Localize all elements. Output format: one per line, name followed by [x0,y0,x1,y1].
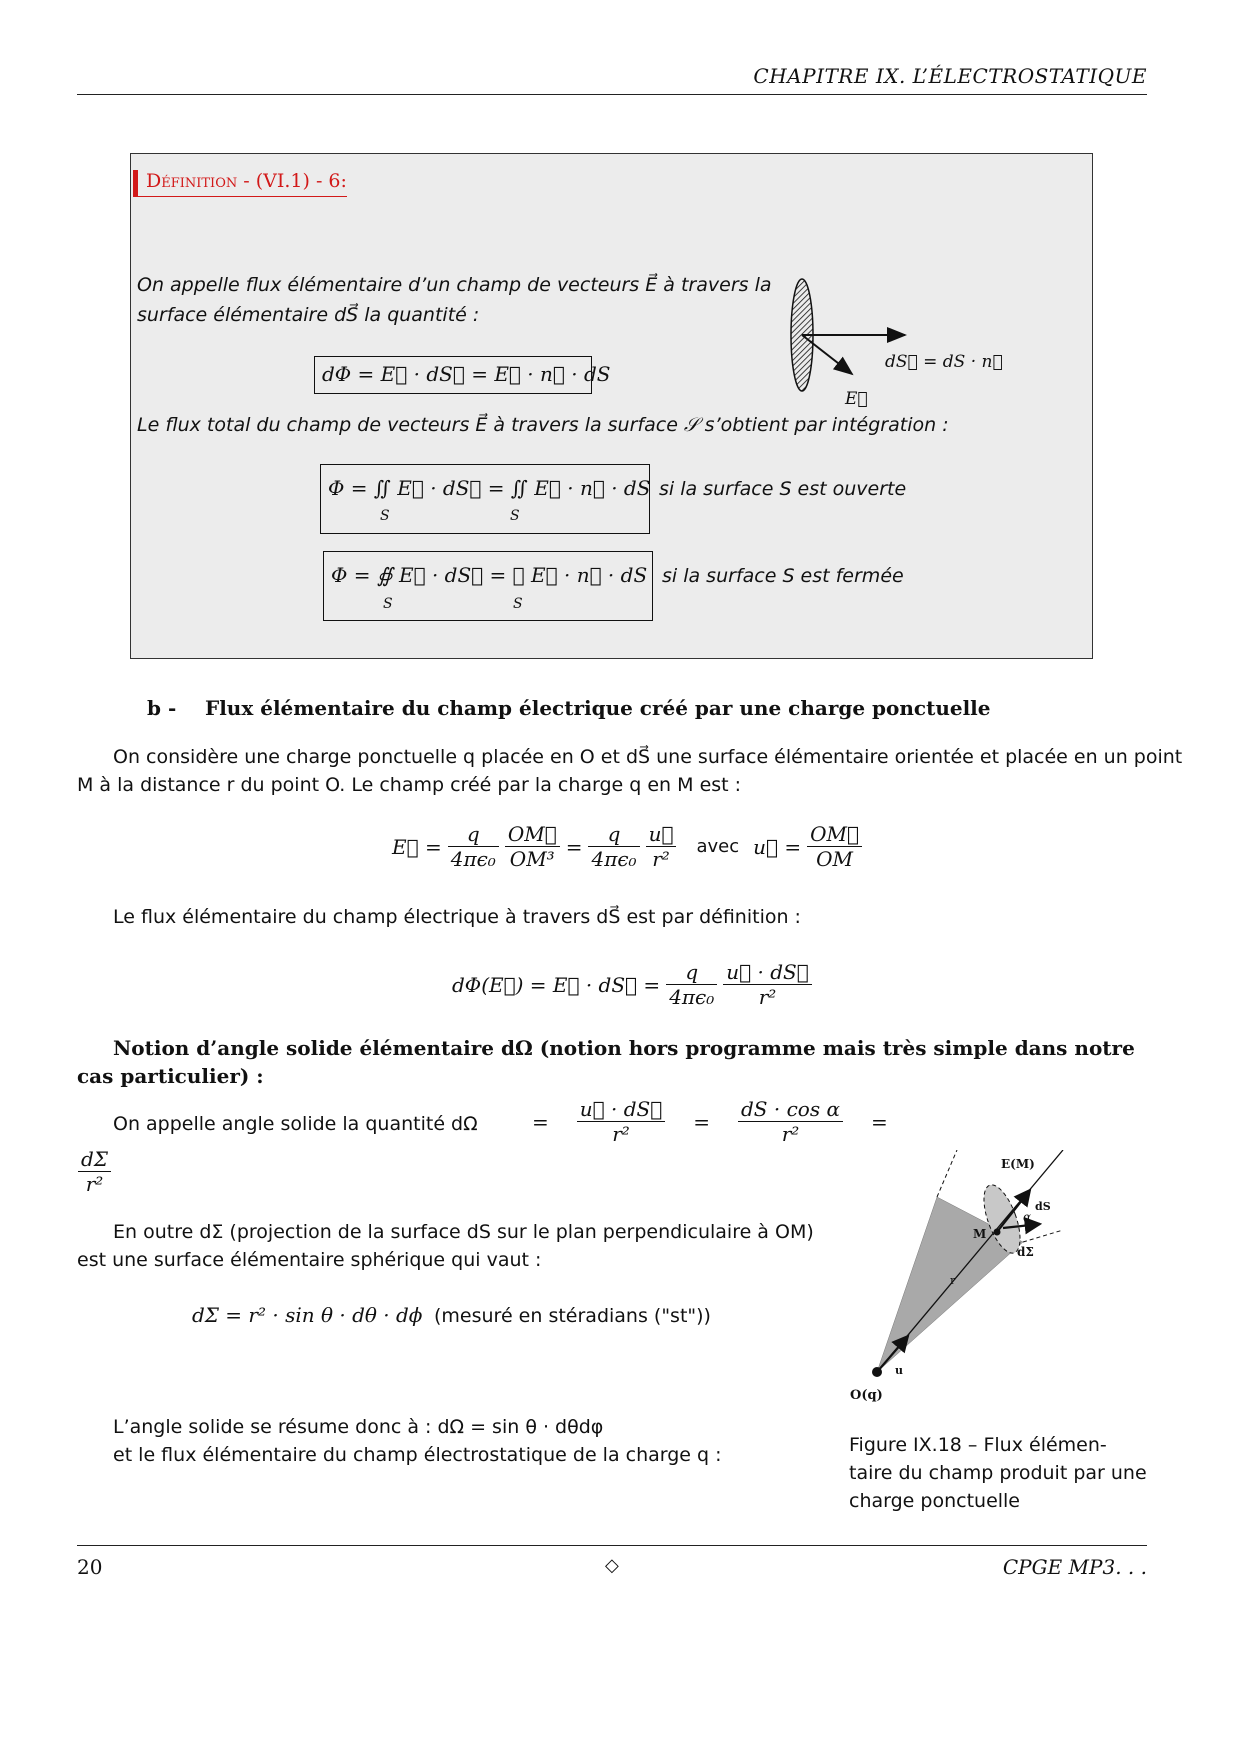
figure-caption-line-3: charge ponctuelle [849,1490,1020,1512]
condition-open: si la surface S est ouverte [659,478,907,500]
dsigma-equation: dΣ = r² · sin θ · dθ · dϕ [192,1303,423,1327]
dsigma-fraction [78,1147,111,1196]
point-m [994,1229,1001,1236]
solid-angle-cone-figure [845,1150,1085,1420]
figure-caption-line-2: taire du champ produit par une [849,1462,1147,1484]
label-r: r [950,1274,956,1287]
solid-angle-equation [532,1097,888,1146]
paragraph-4-line-1: L’angle solide se résume donc à : dΩ = sin θ · dθdφ [113,1416,604,1438]
u-lhs: u⃗ = [753,834,802,859]
footer-right: CPGE MP3. . . [1002,1555,1147,1579]
paragraph-1-line-2: M à la distance r du point O. Le champ créé par la charge q en M est : [77,774,742,796]
notion-line-1: Notion d’angle solide élémentaire dΩ (notion hors programme mais très simple dans notre [113,1036,1135,1060]
equals: = [565,834,583,859]
equation-flux [452,960,812,1009]
e-lhs: E⃗ = [392,834,442,859]
ds-label: dS⃗ = dS · n⃗ [885,352,1003,372]
label-ds: dS [1035,1200,1051,1213]
cone-edge [1023,1230,1063,1242]
fraction: $\frac{u⃗}{\text{r²}}$ [646,822,677,871]
e-label: E⃗ [845,389,868,409]
equals: = [693,1109,710,1134]
definition-line-2: surface élémentaire dS⃗ la quantité : [137,304,480,326]
solid-angle-text: On appelle angle solide la quantité dΩ [113,1113,478,1135]
fraction: $\frac{q}{\text{4πϵ₀}}$ [448,822,499,871]
paragraph-4-line-2: et le flux élémentaire du champ électrostatique de la charge q : [113,1444,722,1466]
surface-element-figure [775,270,1005,415]
fraction: $\frac{u⃗ \cdot dS⃗}{\text{r²}}$ [723,960,811,1009]
page-number: 20 [77,1555,103,1579]
label-u: u [895,1364,903,1377]
footer-rule [77,1545,1147,1546]
label-m: M [973,1227,987,1241]
equals: = [532,1109,549,1134]
diamond-icon: ◇ [605,1555,619,1576]
fraction: $\frac{u⃗ \cdot dS⃗}{\text{r²}}$ [577,1097,665,1146]
equation-dphi: dΦ = E⃗ · dS⃗ = E⃗ · n⃗ · dS [322,362,611,386]
steradian-note: (mesuré en stéradians ("st")) [434,1305,711,1327]
fraction: $\frac{d\Sigma}{\text{r²}}$ [78,1147,111,1196]
equation-open-surface: Φ = ∬ E⃗ · dS⃗ = ∬ E⃗ · n⃗ · dS [328,476,651,500]
paragraph-2: Le flux élémentaire du champ électrique à travers dS⃗ est par définition : [113,906,801,928]
notion-line-2: cas particulier) : [77,1064,264,1088]
label-alpha: α [1023,1210,1032,1224]
fraction: $\frac{q}{\text{4πϵ₀}}$ [588,822,639,871]
equation-closed-surface: Φ = ∯ E⃗ · dS⃗ = ∯ E⃗ · n⃗ · dS [331,563,648,587]
subscript-s: S [383,596,393,612]
paragraph-1-line-1: On considère une charge ponctuelle q placée en O et dS⃗ une surface élémentaire orientée et placée en un point [113,746,1183,768]
fraction: $\frac{OM⃗}{OM}$ [807,822,862,871]
definition-title: Définition - (VI.1) - 6: [133,170,347,197]
condition-closed: si la surface S est fermée [662,565,904,587]
label-e-m: E(M) [1001,1157,1035,1171]
definition-line-1: On appelle flux élémentaire d’un champ de vecteurs E⃗ à travers la [137,274,772,296]
subscript-s: S [380,508,390,524]
equation-e-field [392,822,862,871]
fraction: $\frac{OM⃗}{\text{OM³}}$ [505,822,560,871]
subscript-s: S [513,596,523,612]
paragraph-3-line-2: est une surface élémentaire sphérique qui vaut : [77,1249,542,1271]
label-o-q: O(q) [850,1388,883,1403]
label-dsigma: dΣ [1017,1245,1034,1259]
equals: = [870,1109,888,1134]
cone-edge [937,1150,957,1197]
section-label: b - [147,696,177,720]
fraction: $\frac{q}{\text{4πϵ₀}}$ [666,960,717,1009]
subscript-s: S [510,508,520,524]
fraction: $\frac{\text{dS · cos α}}{\text{r²}}$ [738,1097,843,1146]
point-o [872,1367,882,1377]
flux-lhs: dΦ(E⃗) = E⃗ · dS⃗ = [452,972,661,997]
figure-caption-line-1: Figure IX.18 – Flux élémen- [849,1434,1107,1456]
paragraph-3-line-1: En outre dΣ (projection de la surface dS sur le plan perpendiculaire à OM) [113,1221,814,1243]
header-rule [77,94,1147,95]
definition-line-3: Le flux total du champ de vecteurs E⃗ à travers la surface 𝒮 s’obtient par intégration : [137,414,949,436]
avec-word: avec [696,836,740,857]
chapter-header: CHAPITRE IX. L’ÉLECTROSTATIQUE [753,64,1147,88]
section-title: Flux élémentaire du champ électrique créé par une charge ponctuelle [205,696,991,720]
